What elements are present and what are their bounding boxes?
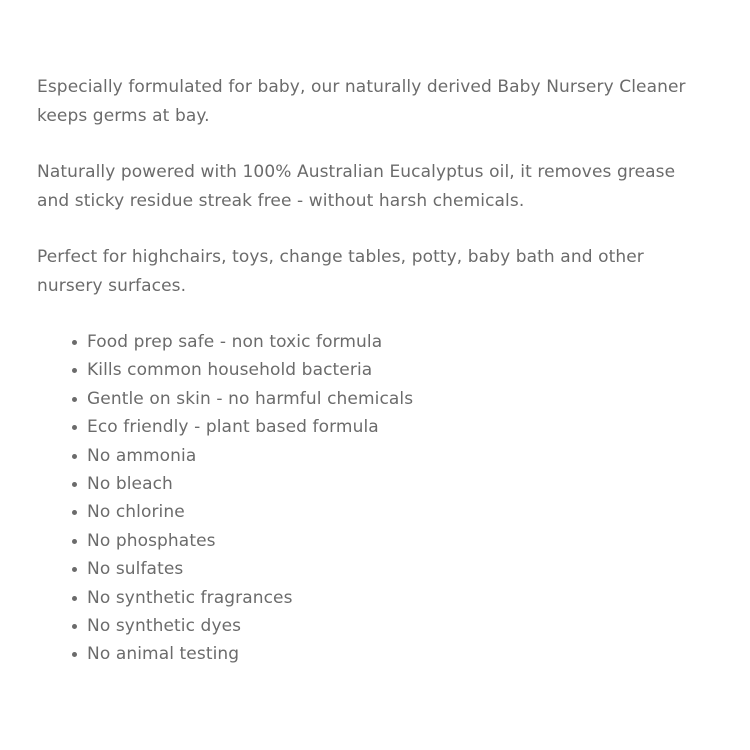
list-item: [72, 555, 710, 583]
list-item-label: No animal testing: [87, 644, 240, 665]
list-item-label: Eco friendly - plant based formula: [87, 417, 379, 438]
bullet-icon: [72, 624, 77, 629]
bullet-icon: [72, 482, 77, 487]
list-item: [72, 385, 710, 413]
list-item-label: No phosphates: [87, 530, 216, 551]
bullet-icon: [72, 397, 77, 402]
list-item: [72, 470, 710, 498]
list-item-label: No ammonia: [87, 445, 197, 466]
bullet-icon: [72, 539, 77, 544]
list-item-label: No chlorine: [87, 502, 185, 523]
list-item: [72, 527, 710, 555]
list-item: [72, 584, 710, 612]
list-item: [72, 640, 710, 668]
bullet-icon: [72, 652, 77, 657]
list-item: [72, 413, 710, 441]
list-item-label: No sulfates: [87, 559, 184, 580]
list-item: [72, 498, 710, 526]
bullet-icon: [72, 425, 77, 430]
list-item-label: Gentle on skin - no harmful chemicals: [87, 388, 414, 409]
list-item: [72, 442, 710, 470]
list-item: [72, 328, 710, 356]
eucalyptus-paragraph: Naturally powered with 100% Australian Eucalyptus oil, it removes grease and sticky residue streak free - without harsh chemicals.: [37, 162, 676, 211]
list-item: [72, 612, 710, 640]
list-item-label: No synthetic dyes: [87, 616, 242, 637]
bullet-icon: [72, 368, 77, 373]
bullet-icon: [72, 596, 77, 601]
list-item-label: No synthetic fragrances: [87, 587, 293, 608]
bullet-icon: [72, 454, 77, 459]
bullet-icon: [72, 340, 77, 345]
list-item-label: Food prep safe - non toxic formula: [87, 332, 383, 352]
surfaces-paragraph: Perfect for highchairs, toys, change tables, potty, baby bath and other nursery surfaces.: [37, 247, 644, 296]
bullet-icon: [72, 567, 77, 572]
list-item: [72, 356, 710, 384]
list-item-label: No bleach: [87, 474, 173, 495]
list-item-label: Kills common household bacteria: [87, 360, 373, 381]
bullet-icon: [72, 510, 77, 515]
intro-paragraph: Especially formulated for baby, our naturally derived Baby Nursery Cleaner keeps germs at bay.: [37, 77, 686, 126]
feature-list: [37, 328, 710, 669]
